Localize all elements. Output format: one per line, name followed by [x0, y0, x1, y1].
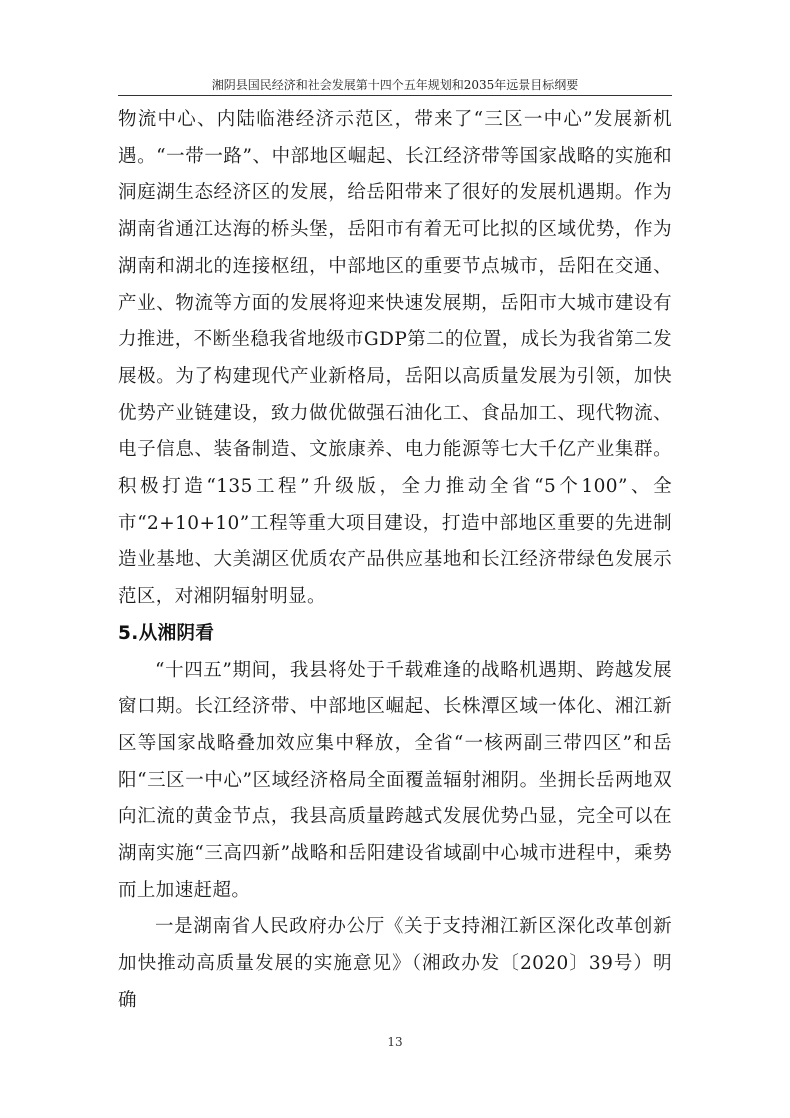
paragraph-outlook: “十四五”期间，我县将处于千载难逢的战略机遇期、跨越发展窗口期。长江经济带、中部地区崛起、长株潭区域一体化、湘江新区等国家战略叠加效应集中释放，全省“一核两副三带四区”和岳阳“三区一中心”区域经济格局全面覆盖辐射湘阴。坐拥长岳两地双向汇流的黄金节点，我县高质量跨越式发展优势凸显，完全可以在湖南实施“三高四新”战略和岳阳建设省域副中心城市进程中，乘势而上加速赶超。 [118, 659, 672, 901]
running-header: 湘阴县国民经济和社会发展第十四个五年规划和2035年远景目标纲要 [211, 78, 579, 92]
page-body [118, 102, 672, 1020]
paragraph-policy: 一是湖南省人民政府办公厅《关于支持湘江新区深化改革创新加快推动高质量发展的实施意见》（湘政办发〔2020〕39号）明确 [118, 916, 672, 1011]
paragraph-continuation: 物流中心、内陆临港经济示范区，带来了“三区一中心”发展新机遇。“一带一路”、中部地区崛起、长江经济带等国家战略的实施和洞庭湖生态经济区的发展，给岳阳带来了很好的发展机遇期。作为湖南省通江达海的桥头堡，岳阳市有着无可比拟的区域优势，作为湖南和湖北的连接枢纽，中部地区的重要节点城市，岳阳在交通、产业、物流等方面的发展将迎来快速发展期，岳阳市大城市建设有力推进，不断坐稳我省地级市GDP第二的位置，成长为我省第二发展极。为了构建现代产业新格局，岳阳以高质量发展为引领，加快优势产业链建设，致力做优做强石油化工、食品加工、现代物流、电子信息、装备制造、文旅康养、电力能源等七大千亿产业集群。积极打造“135工程”升级版，全力推动全省“5个100”、全市“2+10+10”工程等重大项目建设，打造中部地区重要的先进制造业基地、大美湖区优质农产品供应基地和长江经济带绿色发展示范区，对湘阴辐射明显。 [118, 109, 672, 608]
page-number: 13 [387, 1035, 403, 1049]
header-divider [118, 95, 672, 96]
section-heading: 5.从湘阴看 [118, 622, 215, 644]
